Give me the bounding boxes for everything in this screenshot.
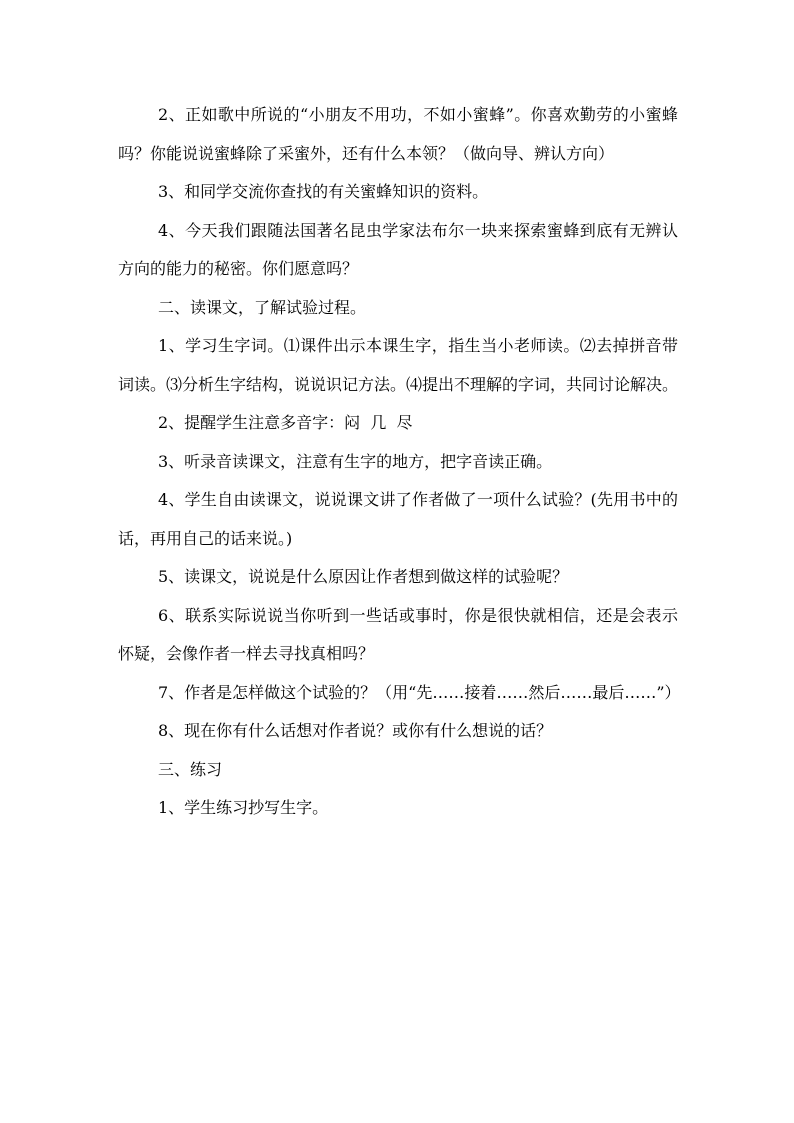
paragraph: 1、学习生字词。⑴课件出示本课生字，指生当小老师读。⑵去掉拼音带词读。⑶分析生字结构，说说识记方法。⑷提出不理解的字词，共同讨论解决。 [118, 336, 679, 394]
paragraph: 6、联系实际说说当你听到一些话或事时，你是很快就相信，还是会表示怀疑，会像作者一样去寻找真相吗？ [118, 605, 678, 663]
paragraph: 5、读课文，说说是什么原因让作者想到做这样的试验呢？ [158, 567, 569, 586]
paragraph: 2、提醒学生注意多音字：闷 几 尽 [158, 413, 413, 432]
paragraph: 2、正如歌中所说的“小朋友不用功，不如小蜜蜂”。你喜欢勤劳的小蜜蜂吗？你能说说蜜蜂除了采蜜外，还有什么本领？（做向导、辨认方向） [118, 105, 678, 163]
paragraph: 8、现在你有什么话想对作者说？或你有什么想说的话？ [158, 721, 553, 740]
document-body [118, 96, 681, 828]
paragraph: 3、听录音读课文，注意有生字的地方，把字音读正确。 [158, 451, 553, 471]
paragraph: 3、和同学交流你查找的有关蜜蜂知识的资料。 [158, 182, 489, 201]
section-heading: 二、读课文，了解试验过程。 [158, 297, 367, 317]
paragraph: 7、作者是怎样做这个试验的？（用“先……接着……然后……最后……”） [158, 682, 681, 702]
paragraph: 4、学生自由读课文，说说课文讲了作者做了一项什么试验？(先用书中的话，再用自己的话来说。) [118, 490, 678, 548]
paragraph: 4、今天我们跟随法国著名昆虫学家法布尔一块来探索蜜蜂到底有无辨认方向的能力的秘密。你们愿意吗？ [118, 220, 678, 278]
paragraph: 1、学生练习抄写生字。 [158, 798, 329, 817]
section-heading: 三、练习 [158, 759, 223, 779]
